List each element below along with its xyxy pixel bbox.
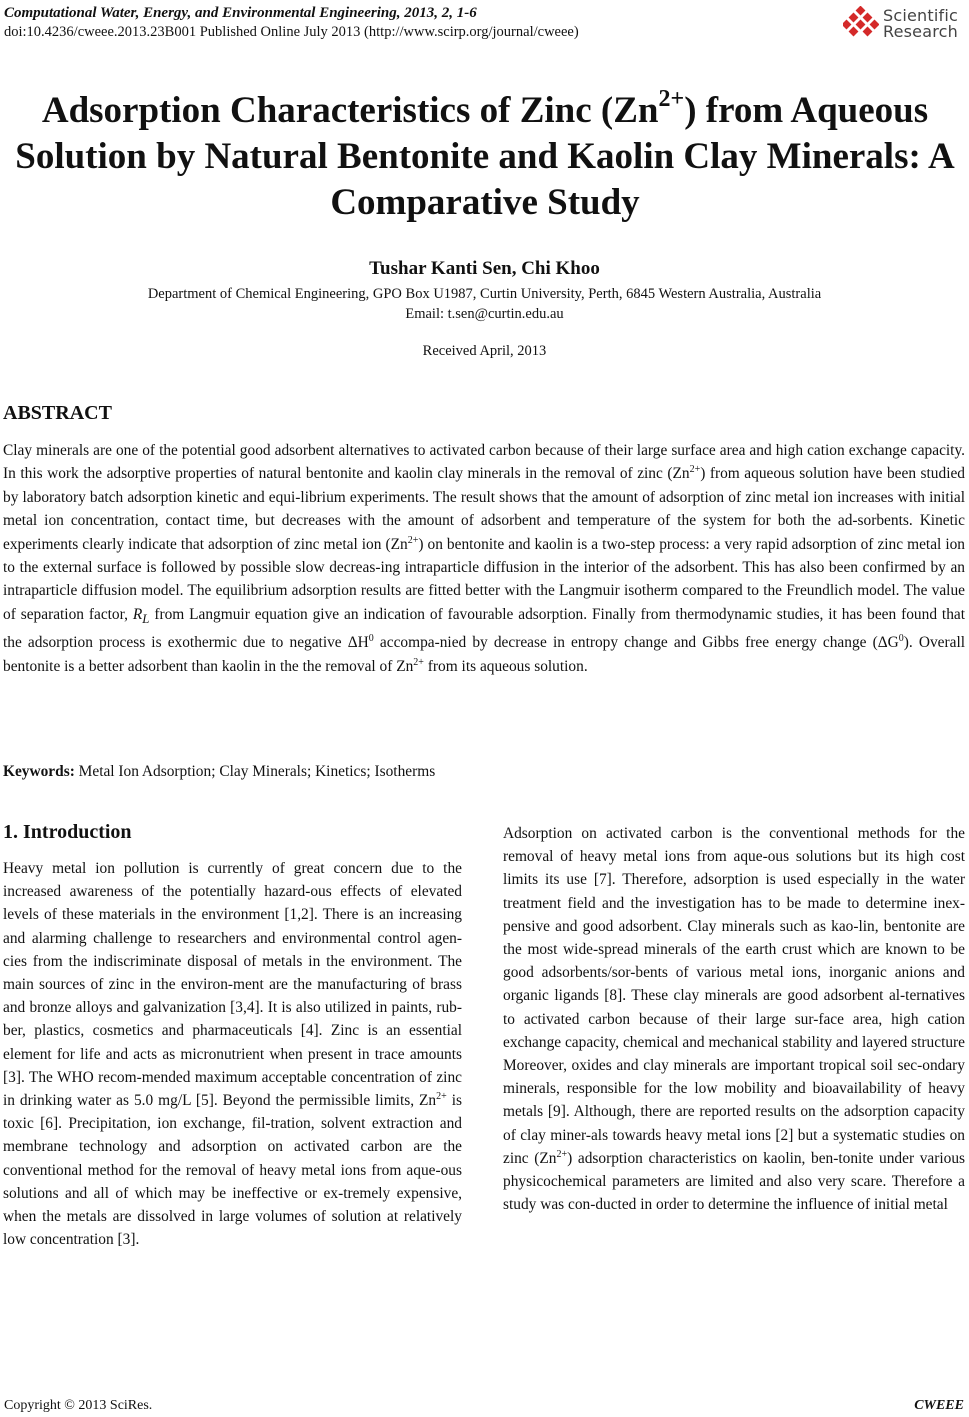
body-text: ) adsorption characteristics on kaolin, ben-tonite under various physicochemical parameters are limited and also very scare. Therefore a study was con-ducted in order to determine the influence of initial metal <box>503 1149 966 1214</box>
section-heading-introduction: 1. Introduction <box>3 821 132 843</box>
abstract-sup: 2+ <box>407 534 419 546</box>
abstract-text: ) on bentonite and kaolin is a two-step process: a very rapid adsorption of zinc metal ion to the external surface is followed by possible slow decreas-ing intraparticle diffusion in the interior of the adsorbent. This has also been confirmed by an intraparticle diffusion model. The equilibrium adsorption results are fitted better with the Langmuir isotherm compared to the Freundlich model. The value of separation factor, <box>3 535 965 623</box>
intro-column-left <box>3 857 462 1251</box>
journal-abbreviation: CWEEE <box>914 1398 964 1413</box>
abstract-symbol-sub: L <box>142 611 150 626</box>
logo-text-line2: Research <box>883 22 958 41</box>
intro-column-right <box>503 822 965 1216</box>
doi-line: doi:10.4236/cweee.2013.23B001 Published Online July 2013 (http://www.scirp.org/journal/cweee) <box>4 24 579 40</box>
received-date: Received April, 2013 <box>422 343 547 359</box>
body-text: is toxic [6]. Precipitation, ion exchange, fil-tration, solvent extraction and membrane technology and adsorption on activated carbon are the conventional method for the removal of heavy metal ions from aque-ous solutions and all of which may be ineffective or ex-tremely expensive, when the metals are dissolved in large volumes of solution at relatively low concentration [3]. <box>3 1092 462 1249</box>
abstract-sup: 0 <box>368 633 374 645</box>
keywords-text: Metal Ion Adsorption; Clay Minerals; Kinetics; Isotherms <box>74 763 436 780</box>
abstract-sup: 2+ <box>689 464 701 476</box>
body-text: Adsorption on activated carbon is the conventional methods for the removal of heavy metal ions from aque-ous solutions but its high cost limits its use [7]. Therefore, adsorption is used especially in the water treatment field and the investigation has to be made to determine inex-pensive and good adsorbent. Clay minerals such as kao-lin, bentonite are the most wide-spread minerals of the earth crust which are known to be good adsorbents/sor-bents of various metal ions, inorganic anions and organic ligands [8]. These clay minerals are good adsorbent al-ternatives to activated carbon because of their large sur-face area, high cation exchange capacity, chemical and mechanical stability and layered structure Moreover, oxides and clay minerals are important tropical soil sec-ondary minerals, responsible for the low mobility and bioavailability of heavy metals [9]. Although, there are reported results on the adsorption capacity of clay miner-als towards heavy metal ions [2] but a systematic studies on zinc (Zn <box>503 825 965 1167</box>
affiliation: Department of Chemical Engineering, GPO Box U1987, Curtin University, Perth, 6845 Western Australia, Australia <box>147 286 822 302</box>
paper-title <box>10 88 960 226</box>
copyright: Copyright © 2013 SciRes. <box>4 1398 153 1413</box>
abstract-text: from its aqueous solution. <box>423 657 588 675</box>
title-superscript: 2+ <box>658 86 685 112</box>
page-footer <box>4 1398 964 1414</box>
body-text: Heavy metal ion pollution is currently of great concern due to the increased awareness of the potentially hazard-ous effects of elevated levels of these materials in the environment [1,2]. There is an increasing and alarming challenge to researchers and environmental control agen-cies from the indiscriminate disposal of metals in the environment. The main sources of zinc in the environ-ment are the manufacturing of brass and bronze alloys and galvanization [3,4]. It is also utilized in paints, rub-ber, plastics, cosmetics and pharmaceuticals [4]. Zinc is an essential element for life and acts as micronutrient when present in trace amounts [3]. The WHO recom-mended maximum acceptable concentration of zinc in drinking water as 5.0 mg/L [5]. Beyond the permissible limits, Zn <box>3 860 462 1110</box>
abstract-text: Clay minerals are one of the potential good adsorbent alternatives to activated carbon because of their large surface area and high cation exchange capacity. In this work the adsorptive properties of natural bentonite and kaolin clay minerals in the removal of zinc (Zn <box>3 442 965 483</box>
abstract-text: ). Overall bentonite is a better adsorbent than kaolin in the the removal of Zn <box>3 634 965 675</box>
abstract-sup: 0 <box>898 633 904 645</box>
keywords <box>3 763 435 781</box>
abstract-text: from Langmuir equation give an indication of favourable adsorption. Finally from thermodynamic studies, it has been found that the adsorption process is exothermic due to negative ΔH <box>3 605 965 652</box>
abstract-text: ) from aqueous solution have been studied by laboratory batch adsorption kinetic and equi-librium experiments. The result shows that the amount of adsorption of zinc metal ion increases with initial metal ion concentration, contact time, but decreases with the amount of adsorbent and temperature of the system for both the ad-sorbents. Kinetic experiments clearly indicate that adsorption of zinc metal ion (Zn <box>3 465 965 553</box>
logo-text <box>883 8 958 40</box>
scientific-research-logo <box>843 6 958 42</box>
affiliation-block <box>0 284 969 324</box>
page-header <box>4 4 964 42</box>
body-sup: 2+ <box>436 1090 447 1102</box>
authors: Tushar Kanti Sen, Chi Khoo <box>369 258 600 279</box>
scirp-logo-icon <box>843 6 879 42</box>
journal-issue: , 2013, 2, 1-6 <box>396 5 477 21</box>
abstract-heading: ABSTRACT <box>3 402 112 424</box>
title-part1: Adsorption Characteristics of Zinc (Zn <box>41 90 659 131</box>
abstract-sup: 2+ <box>413 656 424 668</box>
journal-citation <box>4 4 964 23</box>
title-part2: ) from Aqueous Solution by Natural Bentonite and Kaolin Clay Minerals: A Comparative Study <box>15 90 955 223</box>
abstract-text: accompa-nied by decrease in entropy change and Gibbs free energy change (ΔG <box>373 634 899 652</box>
abstract-symbol: R <box>132 605 143 623</box>
journal-name: Computational Water, Energy, and Environmental Engineering <box>4 5 397 21</box>
body-sup: 2+ <box>556 1148 568 1160</box>
keywords-label: Keywords: <box>3 763 75 780</box>
logo-text-line1: Scientific <box>883 6 958 25</box>
abstract-body <box>3 439 965 678</box>
email: Email: t.sen@curtin.edu.au <box>405 306 564 322</box>
